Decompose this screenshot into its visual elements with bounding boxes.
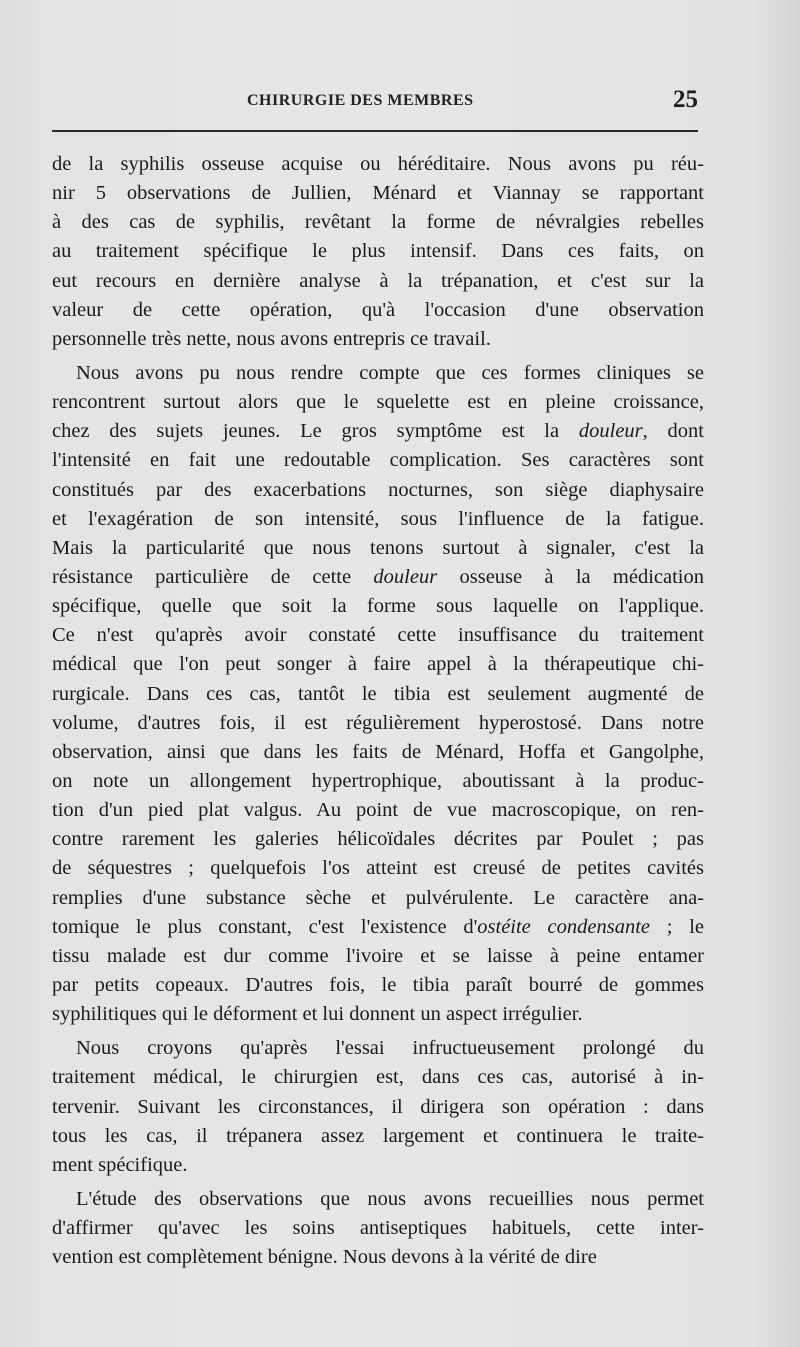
- text-line: Mais la particularité que nous tenons surtout à signaler, c'est la: [52, 536, 704, 559]
- text-line: par petits copeaux. D'autres fois, le tibia paraît bourré de gommes: [52, 973, 704, 996]
- text-line: vention est complètement bénigne. Nous devons à la vérité de dire: [52, 1246, 597, 1269]
- text-line: chez des sujets jeunes. Le gros symptôme est la douleur, dont: [52, 420, 704, 443]
- text-line: au traitement spécifique le plus intensif. Dans ces faits, on: [52, 240, 704, 263]
- text-line: volume, d'autres fois, il est régulièrement hyperostosé. Dans notre: [52, 711, 704, 734]
- text-line: tous les cas, il trépanera assez largement et continuera le traite-: [52, 1124, 704, 1147]
- text-line: tervenir. Suivant les circonstances, il dirigera son opération : dans: [52, 1095, 704, 1118]
- text-line: contre rarement les galeries hélicoïdales décrites par Poulet ; pas: [52, 828, 704, 851]
- text-line: syphilitiques qui le déforment et lui donnent un aspect irrégulier.: [52, 1003, 583, 1026]
- text-line: Nous avons pu nous rendre compte que ces formes cliniques se: [76, 361, 704, 384]
- text-line: d'affirmer qu'avec les soins antiseptiques habituels, cette inter-: [52, 1217, 704, 1240]
- text-line: remplies d'une substance sèche et pulvérulente. Le caractère ana-: [52, 886, 704, 909]
- text-line: tomique le plus constant, c'est l'existence d'ostéite condensante ; le: [52, 915, 704, 938]
- header-rule: [52, 130, 698, 132]
- text-line: Ce n'est qu'après avoir constaté cette insuffisance du traitement: [52, 624, 704, 647]
- text-line: traitement médical, le chirurgien est, dans ces cas, autorisé à in-: [52, 1066, 704, 1089]
- text-line: on note un allongement hypertrophique, aboutissant à la produc-: [52, 769, 704, 792]
- text-line: L'étude des observations que nous avons recueillies nous permet: [76, 1187, 704, 1210]
- text-line: à des cas de syphilis, revêtant la forme de névralgies rebelles: [52, 211, 704, 234]
- text-line: médical que l'on peut songer à faire appel à la thérapeutique chi-: [52, 653, 704, 676]
- page-number: 25: [673, 86, 698, 113]
- text-line: tissu malade est dur comme l'ivoire et se laisse à peine entamer: [52, 944, 704, 967]
- text-line: spécifique, quelle que soit la forme sous laquelle on l'applique.: [52, 595, 704, 618]
- text-line: de la syphilis osseuse acquise ou héréditaire. Nous avons pu réu-: [52, 153, 704, 175]
- text-line: constitués par des exacerbations nocturnes, son siège diaphysaire: [52, 478, 704, 501]
- text-line: résistance particulière de cette douleur osseuse à la médication: [52, 565, 705, 588]
- body-text: [52, 150, 704, 1272]
- text-line: de séquestres ; quelquefois l'os atteint est creusé de petites cavités: [52, 857, 704, 880]
- running-title: CHIRURGIE DES MEMBRES: [247, 92, 474, 109]
- text-line: personnelle très nette, nous avons entrepris ce travail.: [52, 327, 491, 350]
- text-line: eut recours en dernière analyse à la trépanation, et c'est sur la: [52, 269, 704, 292]
- text-line: observation, ainsi que dans les faits de Ménard, Hoffa et Gangolphe,: [52, 740, 704, 763]
- text-line: tion d'un pied plat valgus. Au point de vue macroscopique, on ren-: [52, 799, 704, 822]
- text-line: et l'exagération de son intensité, sous l'influence de la fatigue.: [52, 507, 704, 530]
- text-line: valeur de cette opération, qu'à l'occasion d'une observation: [52, 298, 704, 321]
- text-line: Nous croyons qu'après l'essai infructueusement prolongé du: [76, 1037, 704, 1060]
- text-line: nir 5 observations de Jullien, Ménard et Viannay se rapportant: [52, 182, 704, 205]
- text-line: ment spécifique.: [52, 1153, 188, 1176]
- text-line: l'intensité en fait une redoutable complication. Ses caractères sont: [52, 449, 704, 472]
- text-line: rencontrent surtout alors que le squelette est en pleine croissance,: [52, 391, 704, 414]
- text-line: rurgicale. Dans ces cas, tantôt le tibia est seulement augmenté de: [52, 682, 704, 705]
- page-header: [52, 88, 700, 120]
